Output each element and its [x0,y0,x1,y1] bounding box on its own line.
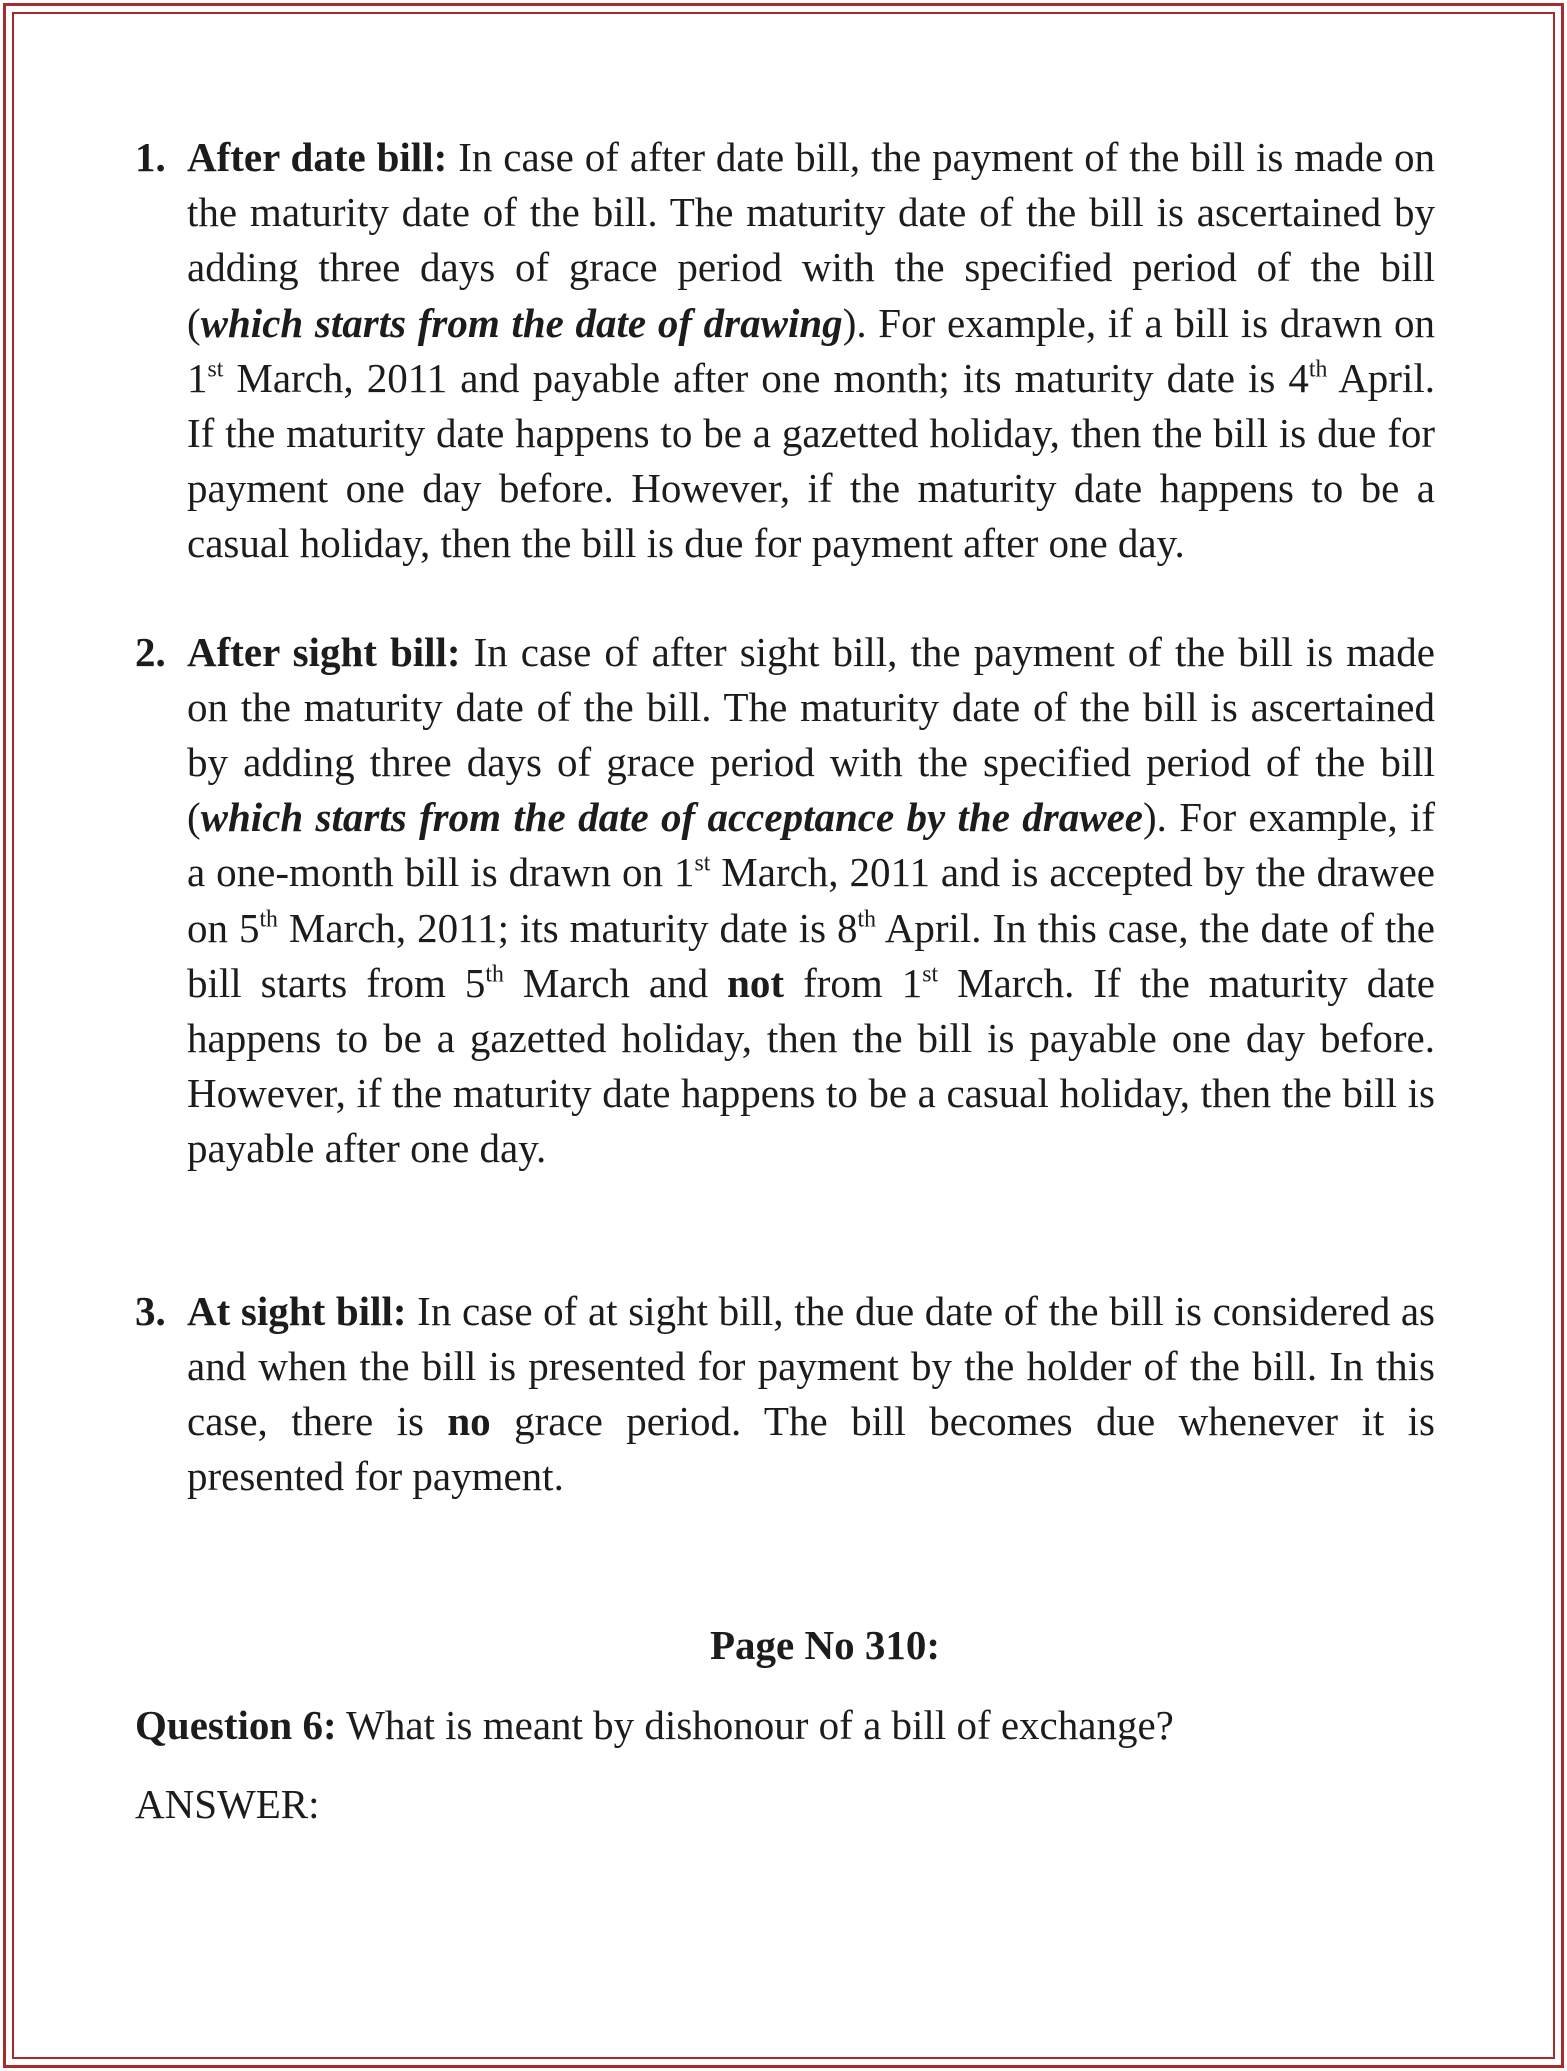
item-number: 1. [135,134,166,180]
item-body: After date bill: In case of after date bill, the payment of the bill is made on the maturity date of the bill. The maturity date of the bill is ascertained by adding three days of grace period with the specified period of the bill (which starts from the date of drawing). For example, if a bill is drawn on 1st March, 2011 and payable after one month; its maturity date is 4th April. If the maturity date happens to be a gazetted holiday, then the bill is due for payment one day before. However, if the maturity date happens to be a casual holiday, then the bill is due for payment after one day. [187,134,1435,567]
emphasis-bold: no [447,1398,491,1445]
question-text: What is meant by dishonour of a bill of exchange? [336,1701,1174,1748]
item-title: After sight bill: [187,628,461,675]
item-body: After sight bill: In case of after sight bill, the payment of the bill is made on the maturity date of the bill. The maturity date of the bill is ascertained by adding three days of grace period with the specified period of the bill (which starts from the date of acceptance by the drawee). For example, if a one-month bill is drawn on 1st March, 2011 and is accepted by the drawee on 5th March, 2011; its maturity date is 8th April. In this case, the date of the bill starts from 5th March and not from 1st March. If the maturity date happens to be a gazetted holiday, then the bill is payable one day before. However, if the maturity date happens to be a casual holiday, then the bill is payable after one day. [187,628,1436,1172]
item-number: 3. [135,1287,166,1334]
document-content [135,130,1435,1832]
page-number-heading: Page No 310: [709,1622,940,1669]
question [135,1698,1435,1753]
emphasis: which starts from the date of acceptance by the drawee [200,794,1143,841]
list-item-after-date-bill [135,130,1435,572]
list-item-after-sight-bill [135,625,1435,1177]
item-number: 2. [135,628,166,675]
emphasis: which starts from the date of drawing [200,299,843,346]
item-body: At sight bill: In case of at sight bill, the due date of the bill is considered as and when the bill is presented for payment by the holder of the bill. In this case, there is no grace period. The bill becomes due whenever it is presented for payment. [187,1287,1436,1500]
item-title: At sight bill: [187,1287,407,1334]
emphasis-bold: not [727,959,785,1006]
question-label: Question 6: [135,1701,337,1748]
answer-label: ANSWER: [135,1780,320,1827]
item-title: After date bill: [187,134,448,180]
list-item-at-sight-bill [135,1284,1435,1505]
